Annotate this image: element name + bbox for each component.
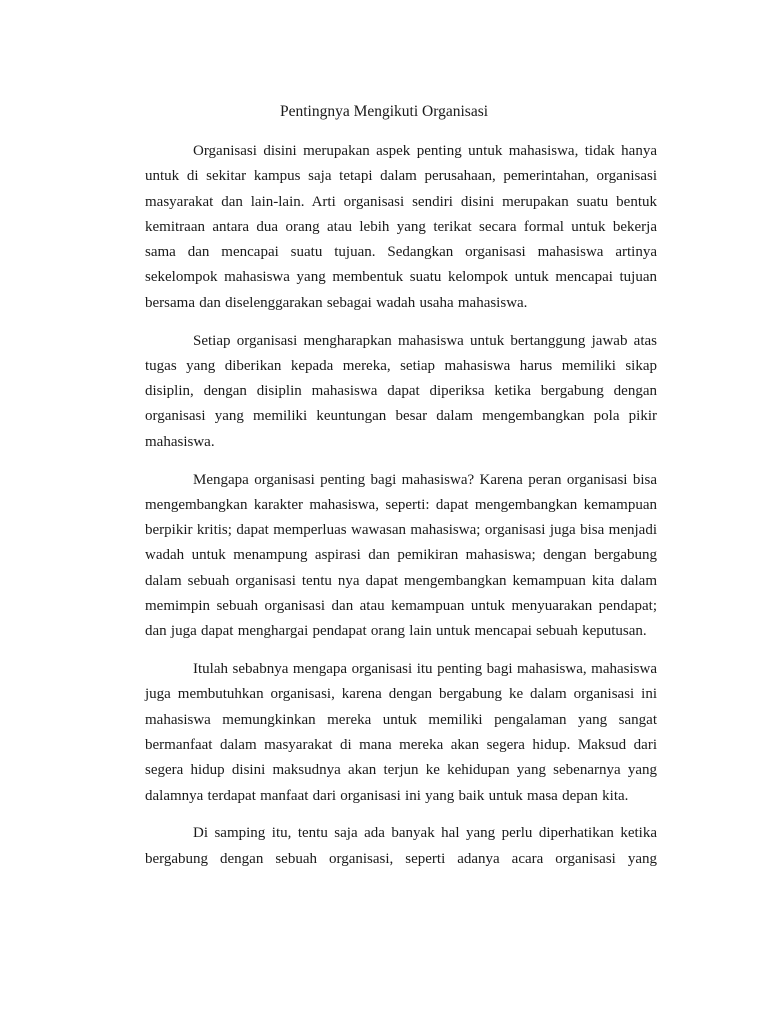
paragraph-1: Organisasi disini merupakan aspek penting untuk mahasiswa, tidak hanya untuk di sekitar kampus saja tetapi dalam perusahaan, pemerintahan, organisasi masyarakat dan lain-lain. Arti organisasi sendiri disini merupakan suatu bentuk kemitraan antara dua orang atau lebih yang terikat secara formal untuk bekerja sama dan mencapai suatu tujuan. Sedangkan organisasi mahasiswa artinya sekelompok mahasiswa yang membentuk suatu kelompok untuk mencapai tujuan bersama dan diselenggarakan sebagai wadah usaha mahasiswa. [145,143,657,311]
document-body [145,139,657,885]
paragraph-4: Itulah sebabnya mengapa organisasi itu penting bagi mahasiswa, mahasiswa juga membutuhkan organisasi, karena dengan bergabung ke dalam organisasi ini mahasiswa memungkinkan mereka untuk memiliki pengalaman yang sangat bermanfaat dalam masyarakat di mana mereka akan segera hidup. Maksud dari segera hidup disini maksudnya akan terjun ke kehidupan yang sebenarnya yang dalamnya terdapat manfaat dari organisasi ini yang baik untuk masa depan kita. [145,661,657,804]
paragraph-3: Mengapa organisasi penting bagi mahasiswa? Karena peran organisasi bisa mengembangkan karakter mahasiswa, seperti: dapat mengembangkan kemampuan berpikir kritis; dapat memperluas wawasan mahasiswa; organisasi juga bisa menjadi wadah untuk menampung aspirasi dan pemikiran mahasiswa; dengan bergabung dalam sebuah organisasi tentu nya dapat mengembangkan kemampuan kita dalam memimpin sebuah organisasi dan atau kemampuan untuk menyuarakan pendapat; dan juga dapat menghargai pendapat orang lain untuk mencapai sebuah keputusan. [145,471,657,640]
paragraph-2: Setiap organisasi mengharapkan mahasiswa untuk bertanggung jawab atas tugas yang diberikan kepada mereka, setiap mahasiswa harus memiliki sikap disiplin, dengan disiplin mahasiswa dapat diperiksa ketika bergabung dengan organisasi yang memiliki keuntungan besar dalam mengembangkan pola pikir mahasiswa. [145,332,657,450]
document-title: Pentingnya Mengikuti Organisasi [279,103,489,120]
paragraph-5: Di samping itu, tentu saja ada banyak hal yang perlu diperhatikan ketika bergabung dengan sebuah organisasi, seperti adanya acara organisasi yang [145,825,657,867]
